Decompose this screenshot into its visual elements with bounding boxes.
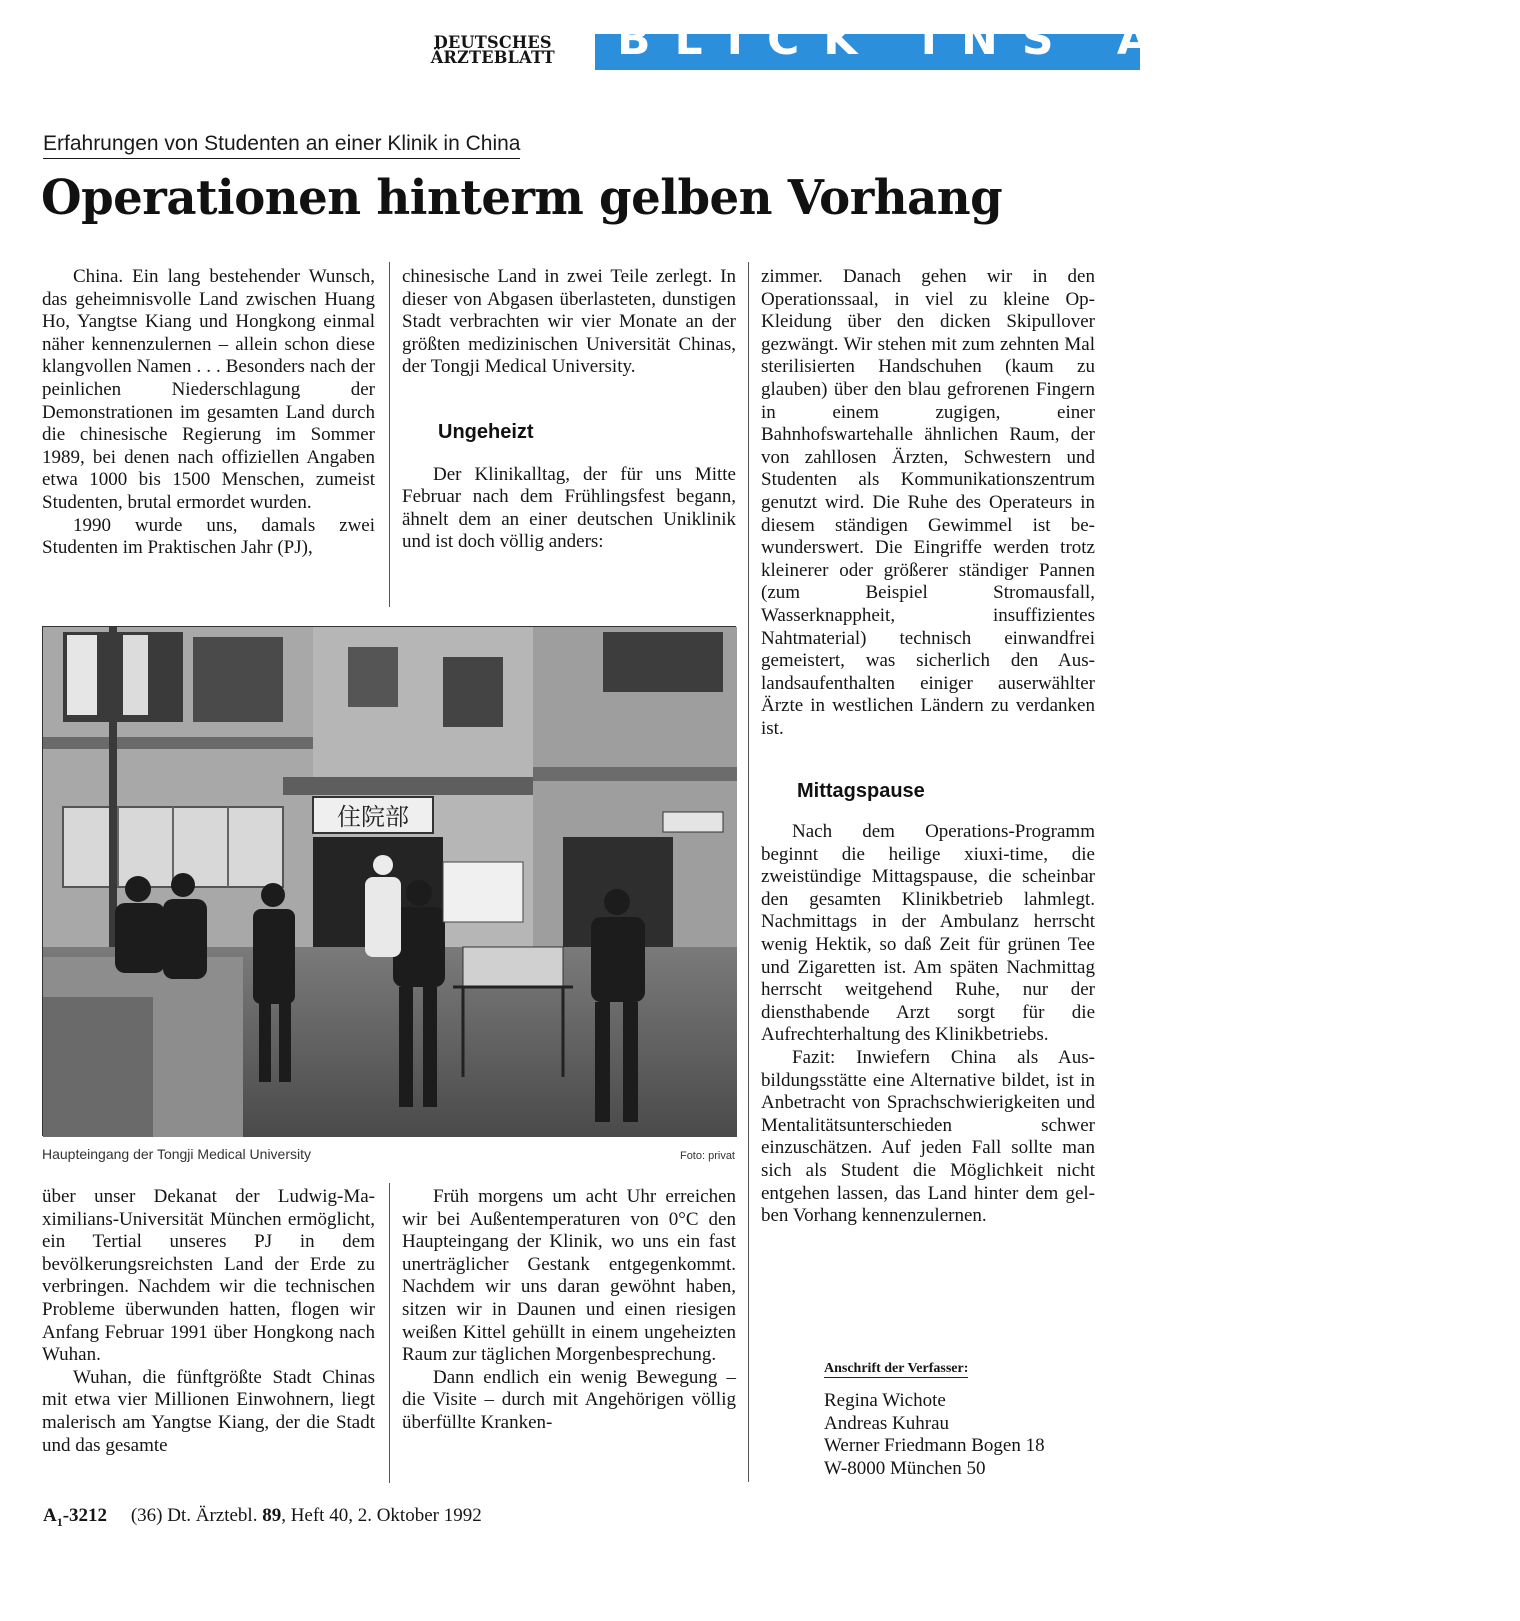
volume-number: 89: [262, 1505, 282, 1526]
paragraph: Früh morgens um acht Uhr erreichen wir bei Außentemperaturen von 0°C den Haupteingang der Klinik, wo uns ein fast unerträglicher Gestank entgegenkommt. Nachdem wir uns daran gewöhnt haben, sitzen wir in Daunen und einen riesigen weißen Kittel gehüllt in einem ungeheizten Raum zur täglichen Morgenbesprechung.: [402, 1186, 736, 1366]
paragraph: China. Ein lang bestehender Wunsch, das geheimnisvolle Land zwischen Huang Ho, Yangtse Kiang und Hongkong einmal näher kennenzulernen – allein schon diese klangvollen Namen . . . Besonders nach der peinlichen Niederschlagung der Demonstrationen im gesamten Land durch die chinesische Regierung im Sommer 1989, bei denen nach offiziellen Angaben etwa 1000 bis 1500 Menschen, zumeist Studenten, brutal ermordet wurden.: [42, 266, 375, 513]
column-3: [761, 266, 1095, 1228]
column-rule: [389, 1183, 390, 1483]
issue-info: (36) Dt. Ärztebl.: [130, 1505, 258, 1526]
page-code: $A_1-3212$: [43, 1505, 108, 1529]
article-kicker: Erfahrungen von Studenten an einer Klinik in China: [43, 132, 520, 159]
column-rule: [748, 262, 749, 1482]
author-address: [824, 1390, 1045, 1480]
masthead-line-2: ÄRZTEBLATT: [430, 48, 555, 68]
author-address-label: Anschrift der Verfasser:: [824, 1361, 969, 1376]
column-1-bottom: [42, 1186, 375, 1457]
paragraph: Nach dem Operations-Programm beginnt die heilige xiuxi-time, die zweistündige Mittagspause, die scheinbar den gesamten Klinikbetrieb lahmlegt. Nachmittags in der Ambulanz herrscht wenig Hektik, so daß Zeit für grünen Tee und Zigaretten ist. Am späten Nachmittag herrscht weitgehend Ruhe, nur der diensthabende Arzt sorgt für die Aufrechterhaltung des Klinikbetriebs.: [761, 821, 1095, 1046]
photo-caption: Haupteingang der Tongji Medical University: [42, 1146, 312, 1162]
address-line: W-8000 München 50: [824, 1457, 986, 1479]
subheading-mittagspause: Mittagspause: [797, 780, 925, 803]
address-line: Werner Friedmann Bogen 18: [824, 1435, 1045, 1457]
photo-credit: Foto: privat: [679, 1150, 735, 1162]
paragraph: chinesische Land in zwei Teile zerlegt. In dieser von Abgasen überlasteten, dunstigen Stadt verbrachten wir vier Monate an der größten medizinischen Universität Chinas, der Tongji Medical University.: [402, 266, 736, 378]
paragraph: Fazit: Inwiefern China als Ausbildungsstätte eine Alternative bildet, ist in Anbetracht von Sprachschwierigkeiten und Mentalitätsunterschieden schwer einzuschätzen. Auf jeden Fall sollte man sich als Student die Möglichkeit nicht entgehen lassen, das Land hinter dem gelben Vorhang kennenzulernen.: [761, 1047, 1095, 1227]
column-2-top: [402, 266, 736, 554]
paragraph: 1990 wurde uns, damals zwei Studenten im Praktischen Jahr (PJ),: [42, 514, 375, 559]
paragraph: Dann endlich ein wenig Bewegung – die Visite – durch mit Angehörigen völlig überfüllte Kranken-: [402, 1366, 736, 1433]
column-1-top: [42, 266, 375, 560]
column-2-bottom: [402, 1186, 736, 1435]
hospital-entrance-photo: [42, 626, 736, 1136]
paragraph: Wuhan, die fünftgrößte Stadt Chinas mit etwa vier Millionen Einwohnern, liegt malerisch am Yangtse Kiang, der die Stadt und das gesamte: [42, 1366, 375, 1456]
journal-masthead: [412, 33, 574, 68]
hospital-sign: 住院部: [337, 803, 409, 831]
paragraph: Der Klinikalltag, der für uns Mitte Februar nach dem Frühlingsfest begann, ähnelt dem an einer deutschen Uniklinik und ist doch völlig anders:: [402, 463, 736, 553]
masthead-line-1: DEUTSCHES: [433, 33, 552, 53]
paragraph: über unser Dekanat der Ludwig-Maximilians-Universität München ermöglicht, ein Tertial unseres PJ in dem bevölkerungsreichsten Land der Erde zu verbringen. Nachdem wir die technischen Probleme überwunden hatten, flogen wir Anfang Februar 1991 über Hongkong nach Wuhan.: [42, 1186, 375, 1366]
section-banner: [595, 14, 1520, 70]
page-footer: [43, 1505, 482, 1530]
paragraph: zimmer. Danach gehen wir in den Operationssaal, in viel zu kleine Op-Kleidung über den dicken Skipullover gezwängt. Wir stehen mit zum zehnten Mal sterilisierten Handschuhen (kaum zu glauben) über den blau gefrorenen Fingern in einem zugigen, einer Bahnhofswartehalle ähnlichen Raum, der von zahllosen Ärzten, Schwestern und Studenten als Kommunikationszentrum genutzt wird. Die Ruhe des Operateurs in diesem ständigen Gewimmel ist bewunderswert. Die Eingriffe werden trotz kleinerer oder größerer ständiger Pannen (zum Beispiel Stromausfall, Wasserknappheit, insuffizientes Nahtmaterial) technisch einwandfrei gemeistert, was sicherlich den Auslandsaufenthalten einiger auserwählter Ärzte in westlichen Ländern zu verdanken ist.: [761, 266, 1095, 739]
issue-date: , Heft 40, 2. Oktober 1992: [281, 1505, 482, 1526]
section-banner-text: BLICK INS AUSLAND: [617, 14, 1520, 65]
photo-illustration: [43, 627, 737, 1137]
address-line: Andreas Kuhrau: [824, 1412, 950, 1434]
subheading-ungeheizt: Ungeheizt: [438, 420, 534, 443]
address-line: Regina Wichote: [824, 1390, 946, 1411]
article-headline: Operationen hinterm gelben Vorhang: [41, 170, 1003, 226]
column-rule: [389, 262, 390, 607]
